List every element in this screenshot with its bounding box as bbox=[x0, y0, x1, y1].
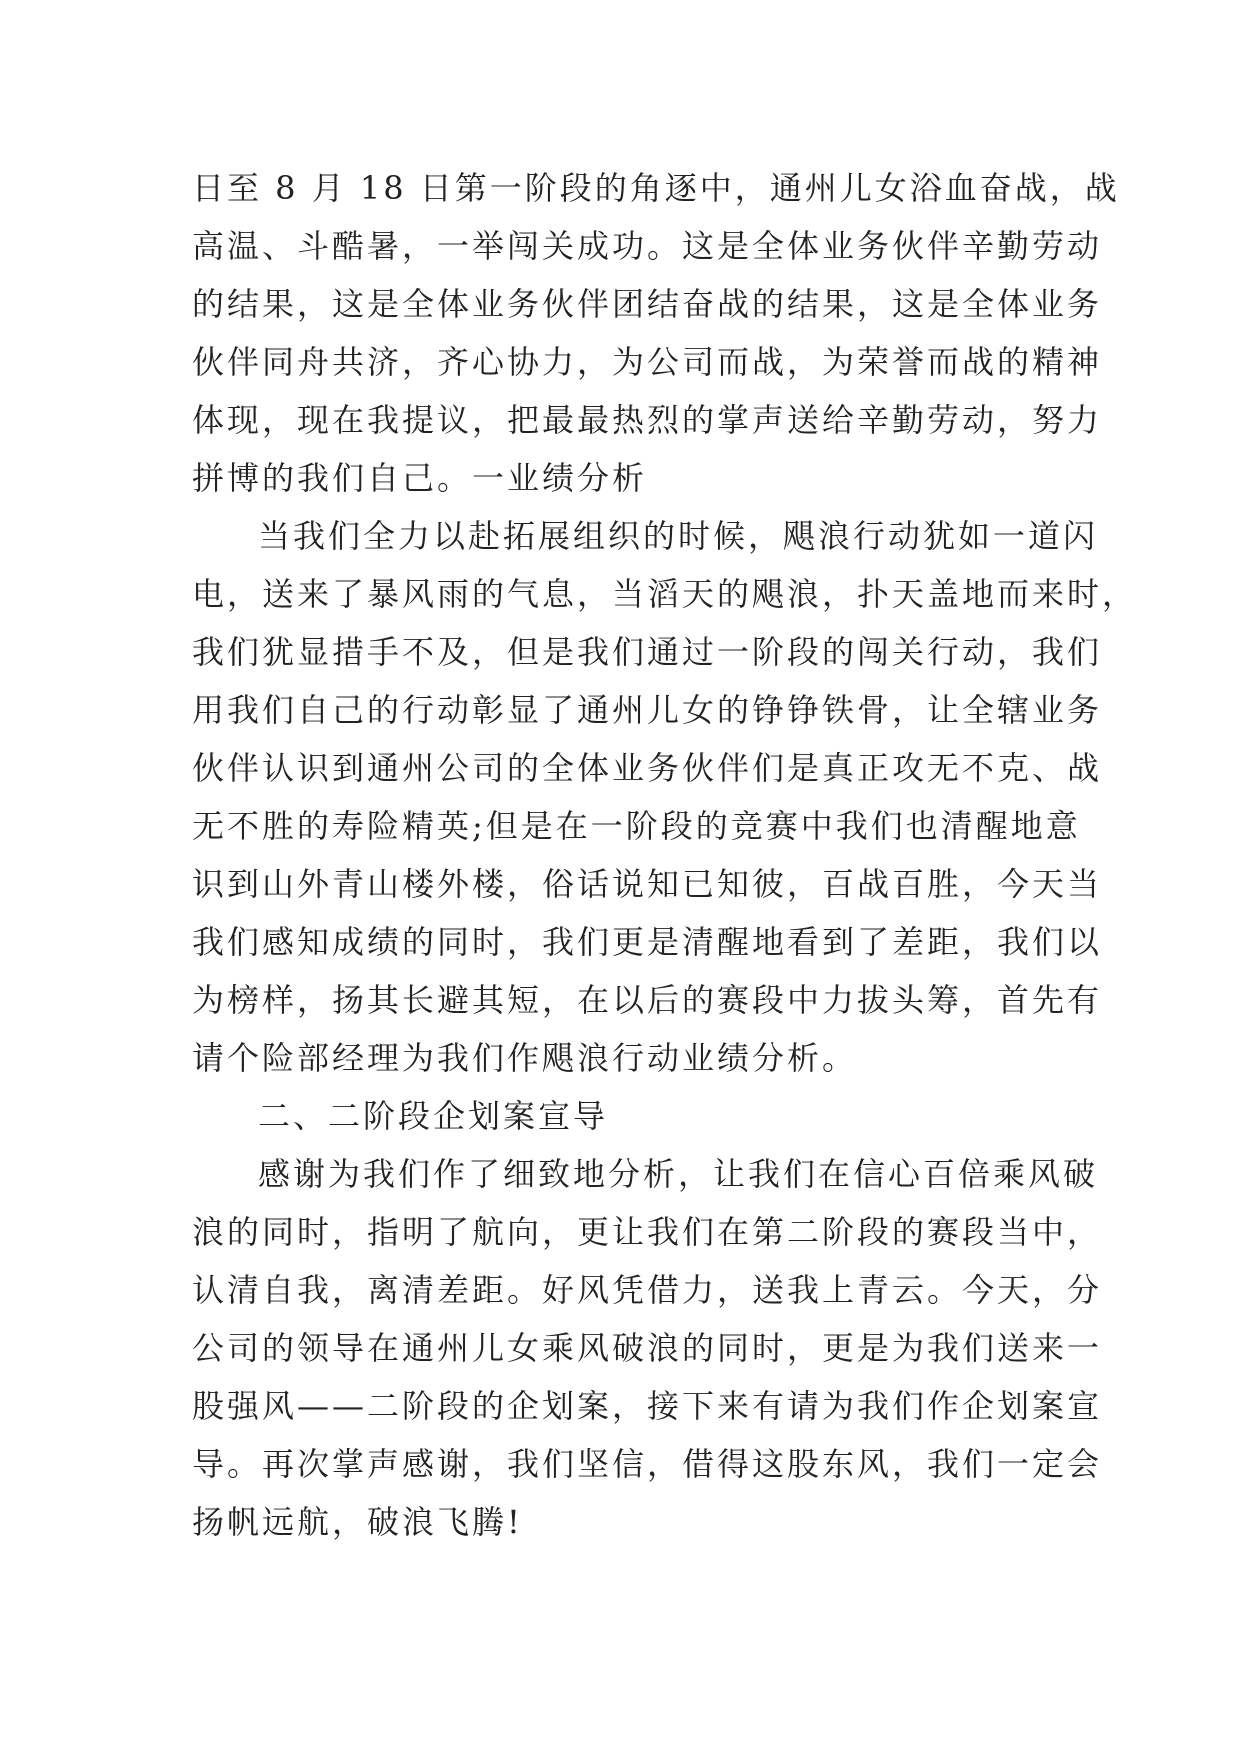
text-line: 日至 8 月 18 日第一阶段的角逐中，通州儿女浴血奋战，战 bbox=[192, 169, 1120, 207]
paragraph-start-line: 当我们全力以赴拓展组织的时候，飓浪行动犹如一道闪 bbox=[258, 517, 1099, 555]
text-line: 我们犹显措手不及，但是我们通过一阶段的闯关行动，我们 bbox=[192, 633, 1103, 671]
text-line: 高温、斗酷暑，一举闯关成功。这是全体业务伙伴辛勤劳动 bbox=[192, 227, 1103, 265]
text-line: 请个险部经理为我们作飓浪行动业绩分析。 bbox=[192, 1039, 858, 1077]
text-line: 浪的同时，指明了航向，更让我们在第二阶段的赛段当中， bbox=[192, 1213, 1103, 1251]
text-line: 认清自我，离清差距。好风凭借力，送我上青云。今天，分 bbox=[192, 1271, 1103, 1309]
text-line: 公司的领导在通州儿女乘风破浪的同时，更是为我们送来一 bbox=[192, 1329, 1103, 1367]
text-line: 股强风——二阶段的企划案，接下来有请为我们作企划案宣 bbox=[192, 1387, 1103, 1425]
text-line: 识到山外青山楼外楼，俗话说知已知彼，百战百胜，今天当 bbox=[192, 865, 1103, 903]
text-line: 伙伴认识到通州公司的全体业务伙伴们是真正攻无不克、战 bbox=[192, 749, 1103, 787]
text-line: 我们感知成绩的同时，我们更是清醒地看到了差距，我们以 bbox=[192, 923, 1103, 961]
text-line: 电，送来了暴风雨的气息，当滔天的飓浪，扑天盖地而来时， bbox=[192, 575, 1138, 613]
document-body bbox=[192, 159, 1138, 1551]
paragraph-start-line: 感谢为我们作了细致地分析，让我们在信心百倍乘风破 bbox=[258, 1155, 1099, 1193]
text-line: 拼博的我们自己。一业绩分析 bbox=[192, 459, 648, 497]
text-line: 用我们自己的行动彰显了通州儿女的铮铮铁骨，让全辖业务 bbox=[192, 691, 1103, 729]
text-line: 扬帆远航，破浪飞腾! bbox=[192, 1503, 523, 1541]
text-line: 为榜样，扬其长避其短，在以后的赛段中力拔头筹，首先有 bbox=[192, 981, 1103, 1019]
text-line: 伙伴同舟共济，齐心协力，为公司而战，为荣誉而战的精神 bbox=[192, 343, 1103, 381]
text-line: 的结果，这是全体业务伙伴团结奋战的结果，这是全体业务 bbox=[192, 285, 1103, 323]
section-heading: 二、二阶段企划案宣导 bbox=[258, 1097, 609, 1135]
text-line: 导。再次掌声感谢，我们坚信，借得这股东风，我们一定会 bbox=[192, 1445, 1103, 1483]
text-line: 体现，现在我提议，把最最热烈的掌声送给辛勤劳动，努力 bbox=[192, 401, 1103, 439]
text-line: 无不胜的寿险精英;但是在一阶段的竞赛中我们也清醒地意 bbox=[192, 807, 1081, 845]
